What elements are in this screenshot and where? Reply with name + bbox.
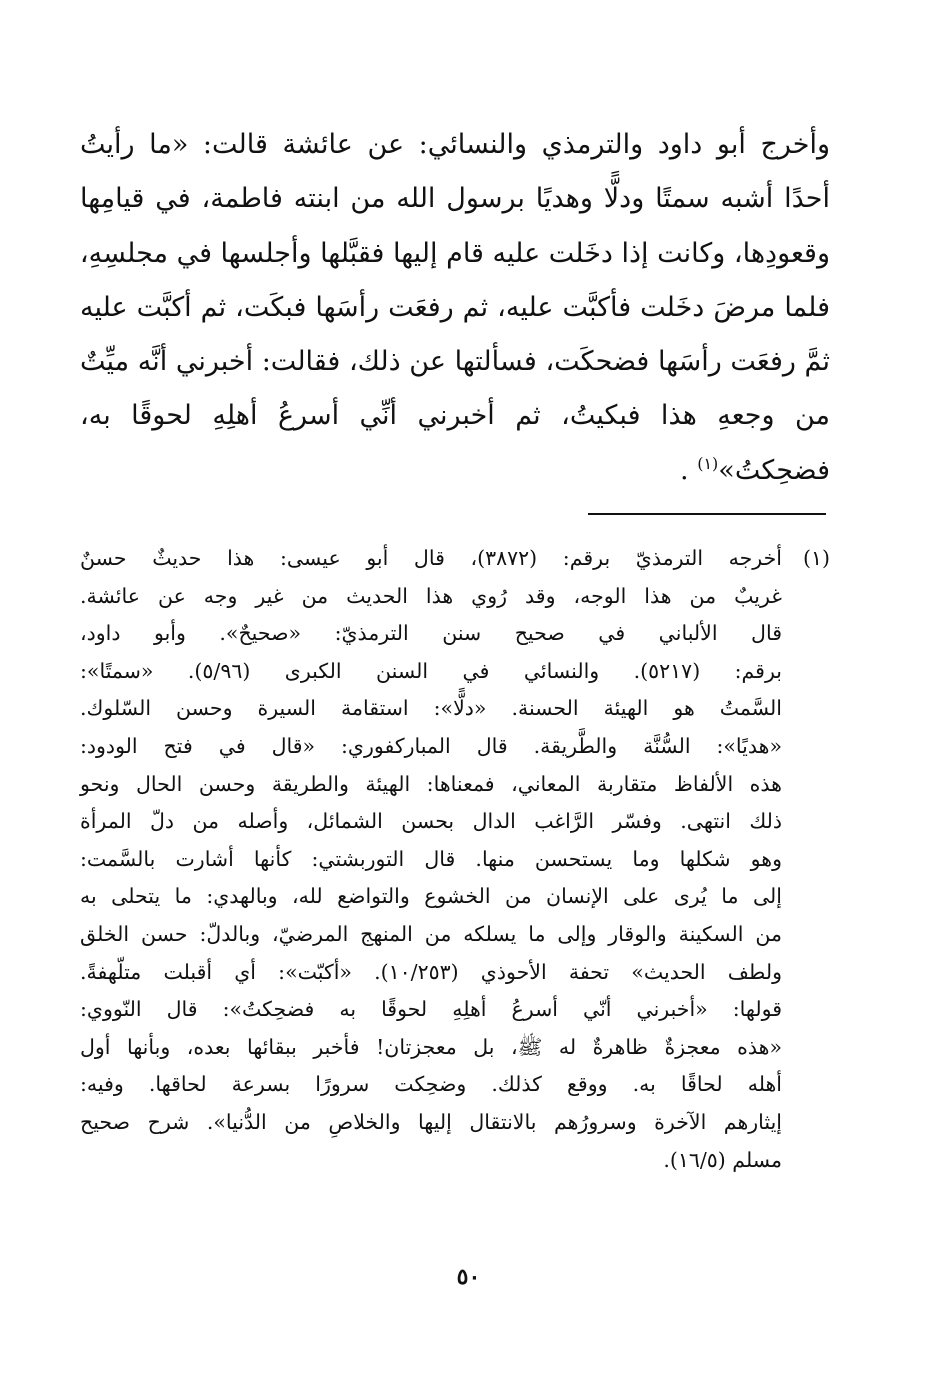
footnote-line: قال الألباني في صحيح سنن الترمذيّ: «صحيحٌ». وأبو داود،	[80, 621, 782, 646]
footnote-divider	[588, 513, 826, 515]
page-number: ٥٠	[456, 1264, 481, 1290]
footnote-line	[80, 540, 830, 578]
footnote-line: «هديًا»: السُّنَّة والطَّريقة. قال المباركفوري: «قال في فتح الودود:	[80, 733, 782, 758]
main-line: وأخرج أبو داود والترمذي والنسائي: عن عائشة قالت: «ما رأيتُ	[80, 129, 830, 160]
footnote-line: قولها: «أخبرني أنّي أسرعُ أهلِهِ لحوقًا به فضحِكتُ»: قال النّووي:	[80, 997, 782, 1022]
footnote-line: من السكينة والوقار وإلى ما يسلكه من المنهج المرضيّ، وبالدلّ: حسن الخلق	[80, 921, 782, 946]
footnote-number: (١)	[802, 546, 830, 570]
footnote	[80, 540, 830, 1179]
footnote-reference[interactable]: (١)	[697, 453, 719, 473]
footnote-line: ذلك انتهى. وفسّر الرَّاغب الدال بحسن الشمائل، وأصله من دلّ المرأة	[80, 809, 782, 834]
main-line: أحدًا أشبه سمتًا ودلًّا وهديًا برسول الله من ابنته فاطمة، في قيامِها	[80, 183, 830, 215]
footnote-line: مسلم (١٦/٥).	[663, 1147, 782, 1172]
main-line-text: فضحِكتُ»	[718, 454, 830, 486]
footnote-line: وهو شكلها وما يستحسن منها. قال التوربشتي: كأنها أشارت بالسَّمت:	[80, 846, 782, 871]
footnote-line: هذه الألفاظ متقاربة المعاني، فمعناها: الهيئة والطريقة وحسن الحال ونحو	[80, 771, 782, 796]
footnote-line: برقم: (٥٢١٧). والنسائي في السنن الكبرى (٥/٩٦). «سمتًا»:	[80, 658, 782, 683]
footnote-line: «هذه معجزةٌ ظاهرةٌ له ﷺ، بل معجزتان! فأخبر ببقائها بعده، وبأنها أول	[80, 1034, 782, 1059]
main-line: فلما مرضَ دخَلت فأكبَّت عليه، ثم رفعَت رأسَها فبكَت، ثم أكبَّت عليه	[80, 291, 830, 323]
footnote-line: ولطف الحديث» تحفة الأحوذي (١٠/٢٥٣). «أكبّت»: أي أقبلت متلّهفةً.	[80, 959, 782, 984]
main-line-tail: .	[680, 454, 689, 486]
footnote-line-text: أخرجه الترمذيّ برقم: (٣٨٧٢)، قال أبو عيسى: هذا حديثٌ حسنٌ	[80, 546, 782, 570]
main-line-last	[80, 444, 830, 498]
main-line: وقعودِها، وكانت إذا دخَلت عليه قام إليها فقبَّلها وأجلسها في مجلسِهِ،	[79, 237, 830, 269]
footnote-line: غريبٌ من هذا الوجه، وقد رُوي هذا الحديث من غير وجه عن عائشة.	[80, 583, 782, 608]
footnote-line: إلى ما يُرى على الإنسان من الخشوع والتواضع لله، وبالهدي: ما يتحلى به	[80, 884, 782, 909]
footnote-line: إيثارهم الآخرة وسرورُهم بالانتقال إليها والخلاصِ من الدُّنيا». شرح صحيح	[80, 1109, 782, 1134]
footnote-line: أهله لحاقًا به. ووقع كذلك. وضحِكت سرورًا بسرعة لحاقها. وفيه:	[80, 1072, 782, 1097]
footnote-line: السَّمتُ هو الهيئة الحسنة. «دلًّا»: استقامة السيرة وحسن السّلوك.	[80, 696, 782, 721]
main-line: من وجعهِ هذا فبكيتُ، ثم أخبرني أنِّي أسرعُ أهلِهِ لحوقًا به،	[80, 400, 830, 432]
main-paragraph	[80, 118, 830, 498]
main-line: ثمَّ رفعَت رأسَها فضحكَت، فسألتها عن ذلك، فقالت: أخبرني أنَّه ميِّتٌ	[80, 346, 830, 378]
